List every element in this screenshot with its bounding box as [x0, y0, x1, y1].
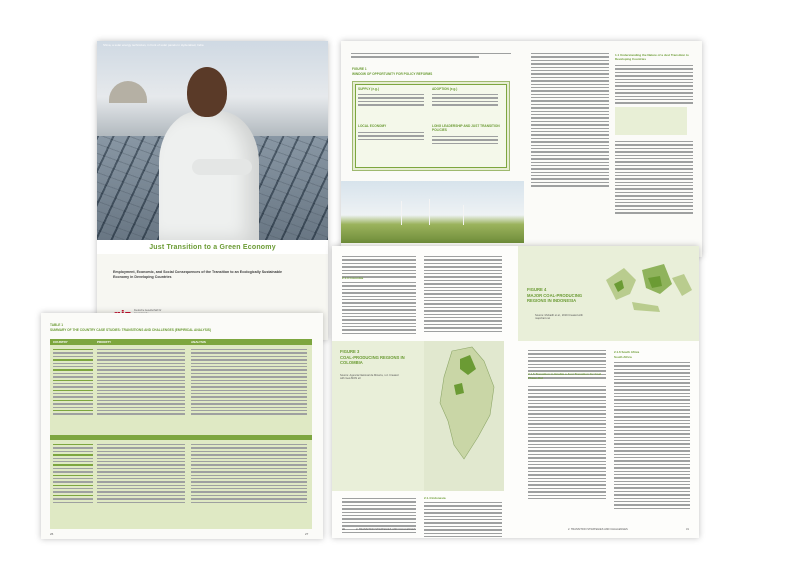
- turbine: [463, 205, 464, 225]
- colombia-map: [424, 341, 504, 491]
- colombia-map-area: [424, 341, 504, 491]
- footer-right: 2. TRANSITION STRATEGIES AND CHALLENGES: [568, 528, 628, 531]
- turbine: [401, 201, 402, 225]
- page-number-left: 30: [342, 528, 345, 531]
- cover-photo: [97, 41, 328, 240]
- local-economy-list: [358, 132, 424, 142]
- table-subheader: [50, 435, 312, 440]
- technician-head: [187, 67, 227, 117]
- turbine: [429, 199, 430, 225]
- local-economy-head: LOCAL ECONOMY: [358, 124, 387, 128]
- figure3-label: FIGURE 3: [340, 349, 360, 354]
- country-col-b: [53, 444, 93, 505]
- technician-body: [159, 111, 259, 240]
- supply-head: SUPPLY (e.g.): [358, 87, 379, 91]
- cover-title: Just Transition to a Green Economy: [149, 244, 276, 251]
- page-number-right: 31: [686, 528, 689, 531]
- intro-text: [351, 53, 511, 60]
- photo-caption: Shiva, a solar energy technician, in front of solar panels in Hyderabad, India: [103, 43, 204, 47]
- south-africa-text: [614, 362, 690, 511]
- table1-title: SUMMARY OF THE COUNTRY CASE STUDIES: TRANSITIONS AND CHALLENGES (EMPIRICAL ANALYSIS): [50, 328, 211, 332]
- analysis-col: [191, 349, 307, 417]
- indonesia-heading: 2.1.4 Indonesia: [424, 496, 446, 500]
- giz-logo-sub: Deutsche Gesellschaft für: [134, 308, 162, 312]
- col3-text: [615, 65, 693, 106]
- figure4-source: Source: Muhadh et al., 2019 Created with mapchart.net: [535, 314, 583, 321]
- footer-left: 2. TRANSITION STRATEGIES AND CHALLENGES: [356, 528, 416, 531]
- report-cover: [97, 41, 328, 340]
- leadership-head: LONG LEADERSHIP AND JUST TRANSITION POLICIES: [432, 124, 500, 132]
- page-number-right: 27: [305, 532, 309, 536]
- colombia-heading: 2.1.3 Colombia: [342, 276, 364, 280]
- section-heading: 1.1 Understanding the Nature of a Just Transition to Developing Countries: [615, 53, 689, 61]
- spread-figures-3-4: [332, 246, 699, 538]
- figure4-label: FIGURE 4: [527, 287, 547, 292]
- building-dome: [109, 81, 147, 103]
- figure1-title: WINDOW OF OPPORTUNITY FOR POLICY REFORMS: [352, 72, 433, 76]
- analysis-col-b: [191, 444, 307, 505]
- country-col: [53, 349, 93, 417]
- adoption-list: [432, 94, 498, 108]
- adoption-head: ADOPTION (e.g.): [432, 87, 458, 91]
- south-africa-heading: 2.1.6 South Africa: [614, 350, 640, 354]
- south-africa-subheading: South Africa: [614, 355, 632, 359]
- indonesia-text: [424, 502, 502, 538]
- leadership-list: [432, 136, 498, 146]
- cover-subtitle: Employment, Economic, and Social Consequences of the Transition to an Ecologically Sustainable Economy in Developing Countries: [113, 270, 282, 280]
- col2-text: [531, 53, 609, 189]
- col-head-analysis: ANALYSIS: [191, 340, 206, 344]
- figure1-label: FIGURE 1: [352, 67, 367, 71]
- priority-col: [97, 349, 185, 417]
- page-number-left: 26: [50, 532, 54, 536]
- table-header: [50, 339, 312, 345]
- col-head-country: COUNTRY: [53, 340, 68, 344]
- indonesia-map: [602, 250, 697, 340]
- col-head-priority: PRIORITY: [97, 340, 112, 344]
- table1-label: TABLE 1: [50, 323, 64, 327]
- col3-text-b: [615, 141, 693, 216]
- priority-col-b: [97, 444, 185, 505]
- colombia-text: [342, 282, 416, 336]
- wind-turbines-photo: [341, 181, 524, 243]
- just-transition-heading: 2.1.5 Transition to Enable a Just Transition for Coal Phase-Out: [528, 372, 602, 380]
- supply-list: [358, 94, 424, 108]
- technician-arm: [192, 159, 252, 175]
- right-col1-text-b: [528, 386, 606, 501]
- side-note-box: [615, 107, 687, 135]
- figure3-source: Source: Agencia Nacional de Minería, n.d. Created with GeoJSON ell: [340, 374, 399, 381]
- spread-table-1: [41, 313, 323, 539]
- colombia-text-col2: [424, 256, 502, 334]
- figure4-title: MAJOR COAL-PRODUCING REGIONS IN INDONESIA: [527, 293, 583, 303]
- spread-figure-1: [341, 41, 702, 257]
- figure3-title: COAL-PRODUCING REGIONS IN COLOMBIA: [340, 355, 405, 365]
